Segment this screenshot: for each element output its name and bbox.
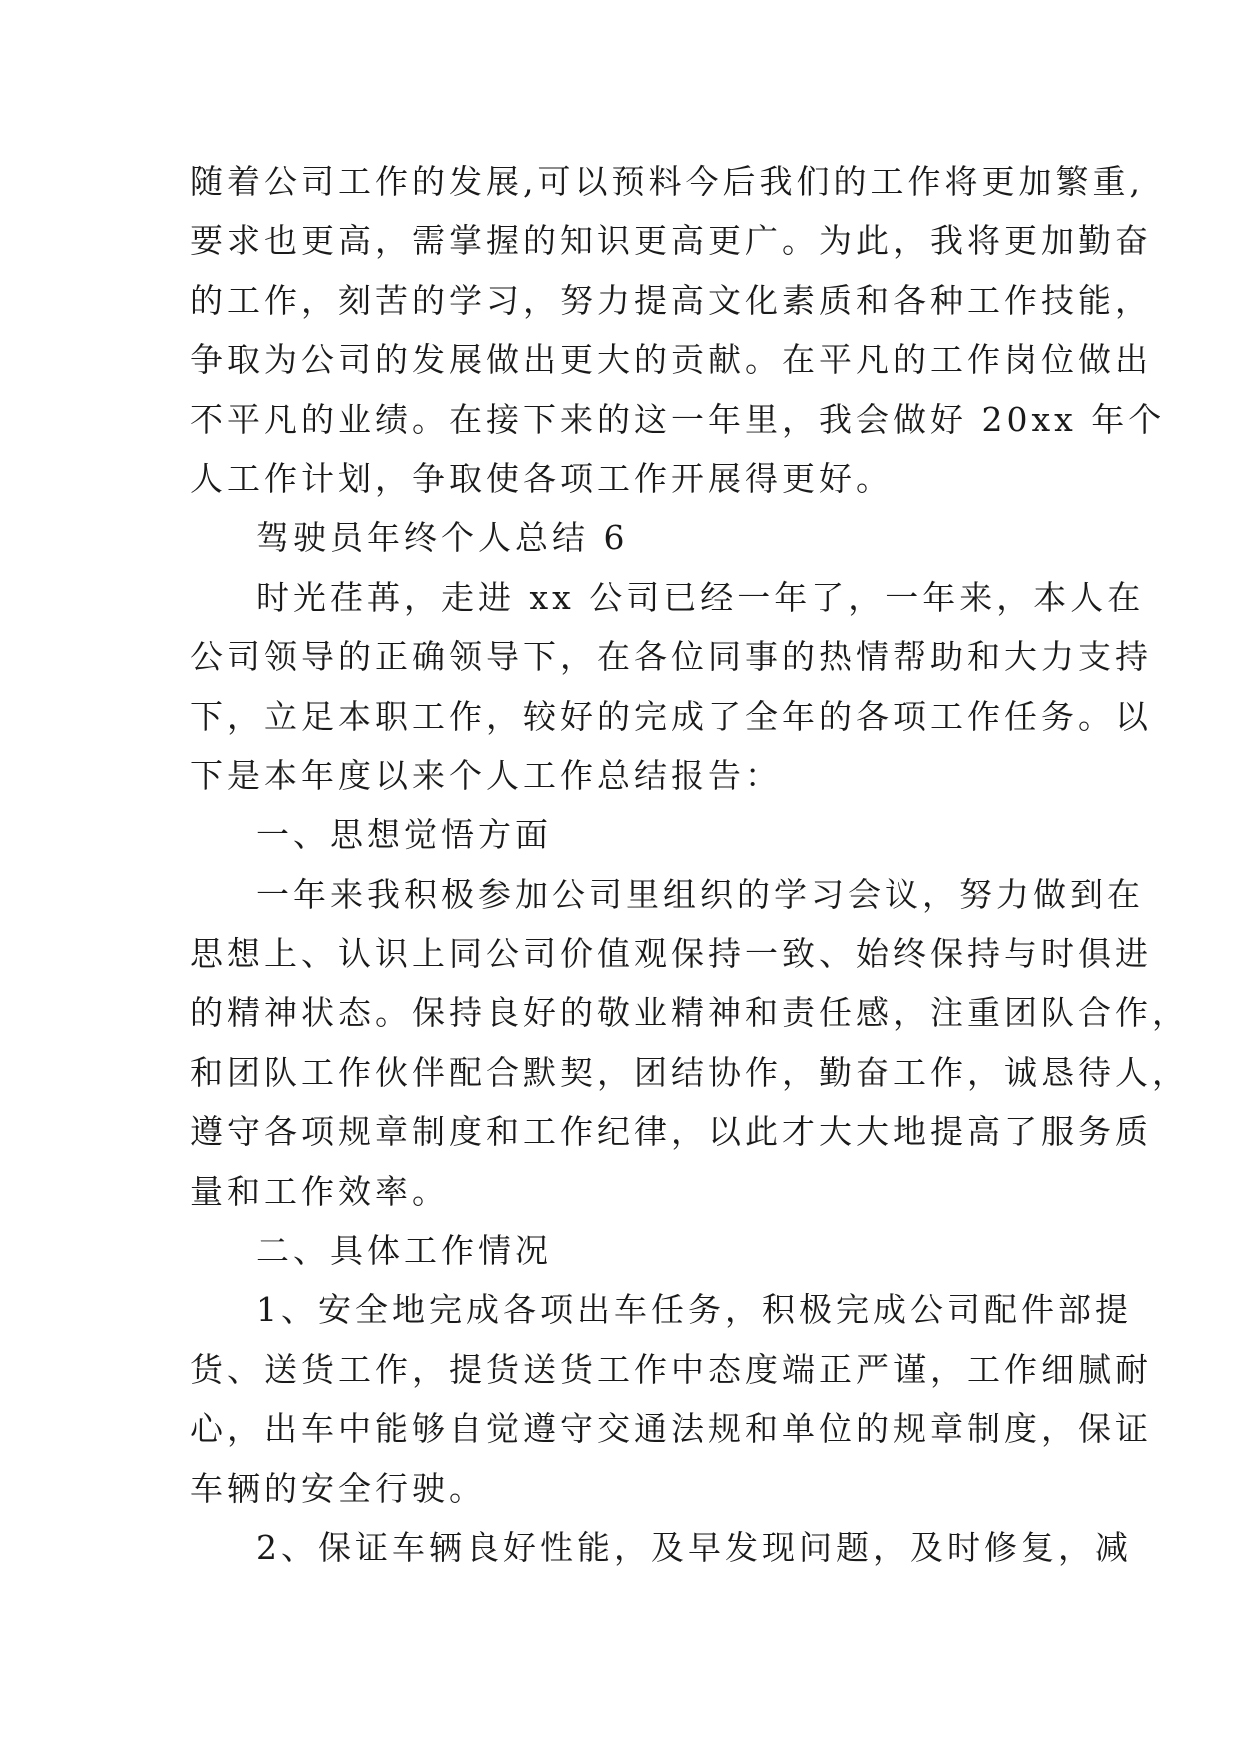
text-line: 人工作计划，争取使各项工作开展得更好。 bbox=[190, 458, 893, 498]
text-line: 二、具体工作情况 bbox=[256, 1231, 552, 1271]
text-line: 量和工作效率。 bbox=[190, 1171, 449, 1211]
text-line: 时光荏苒，走进 xx 公司已经一年了，一年来，本人在 bbox=[256, 577, 1145, 617]
document-body bbox=[190, 152, 1189, 1577]
text-line: 下是本年度以来个人工作总结报告： bbox=[190, 755, 782, 795]
text-line: 驾驶员年终个人总结 6 bbox=[256, 518, 629, 558]
text-line: 和团队工作伙伴配合默契，团结协作，勤奋工作，诚恳待人， bbox=[190, 1052, 1189, 1092]
text-line: 一、思想觉悟方面 bbox=[256, 815, 552, 855]
text-line: 不平凡的业绩。在接下来的这一年里，我会做好 20xx 年个 bbox=[190, 399, 1166, 439]
text-line: 下，立足本职工作，较好的完成了全年的各项工作任务。以 bbox=[190, 696, 1152, 736]
text-line: 争取为公司的发展做出更大的贡献。在平凡的工作岗位做出 bbox=[190, 340, 1152, 380]
text-line: 1、安全地完成各项出车任务，积极完成公司配件部提 bbox=[256, 1290, 1132, 1330]
text-line: 思想上、认识上同公司价值观保持一致、始终保持与时俱进 bbox=[190, 934, 1152, 974]
text-line: 要求也更高，需掌握的知识更高更广。为此，我将更加勤奋 bbox=[190, 221, 1152, 261]
text-line: 随着公司工作的发展,可以预料今后我们的工作将更加繁重, bbox=[190, 162, 1144, 201]
text-line: 车辆的安全行驶。 bbox=[190, 1468, 486, 1508]
text-line: 遵守各项规章制度和工作纪律，以此才大大地提高了服务质 bbox=[190, 1112, 1152, 1152]
text-line: 公司领导的正确领导下，在各位同事的热情帮助和大力支持 bbox=[190, 637, 1152, 677]
text-line: 一年来我积极参加公司里组织的学习会议，努力做到在 bbox=[256, 874, 1144, 914]
text-line: 货、送货工作，提货送货工作中态度端正严谨，工作细腻耐 bbox=[190, 1349, 1152, 1389]
text-line: 的工作，刻苦的学习，努力提高文化素质和各种工作技能， bbox=[190, 280, 1152, 320]
text-line: 心，出车中能够自觉遵守交通法规和单位的规章制度，保证 bbox=[190, 1409, 1152, 1449]
text-line: 2、保证车辆良好性能，及早发现问题，及时修复，减 bbox=[256, 1527, 1132, 1567]
text-line: 的精神状态。保持良好的敬业精神和责任感，注重团队合作， bbox=[190, 993, 1189, 1033]
